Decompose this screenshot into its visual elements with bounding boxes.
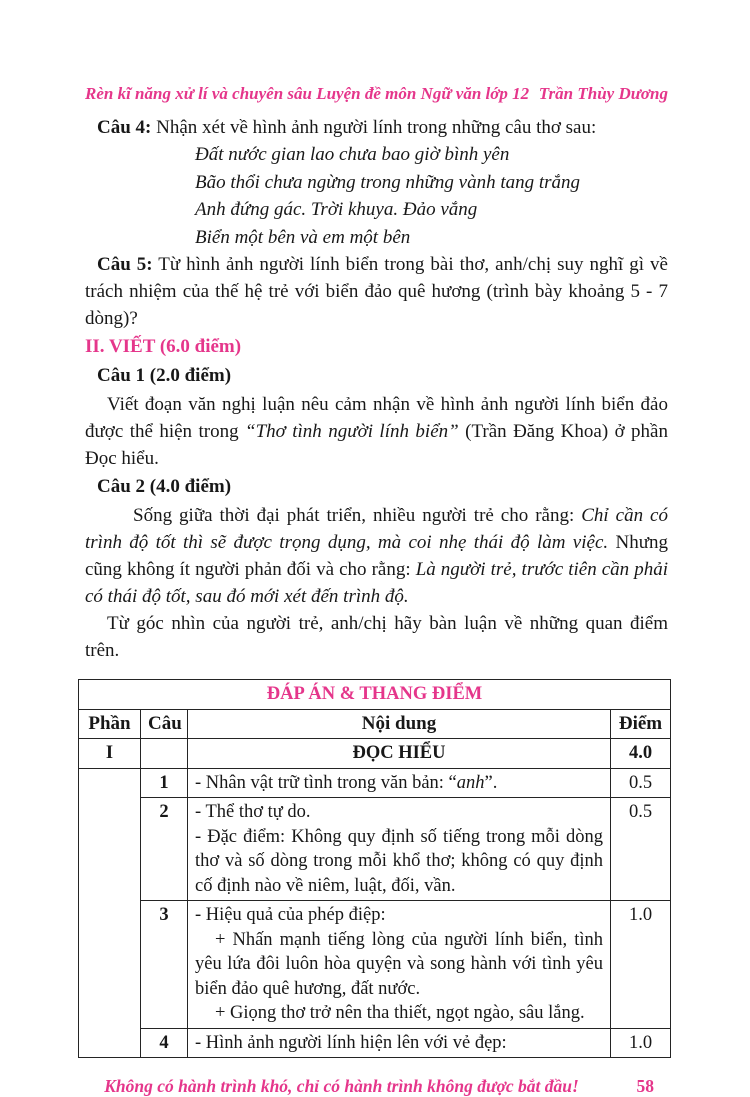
cau-1-poem-title: “Thơ tình người lính biển” [245,421,459,442]
row-3-line: + Giọng thơ trở nên tha thiết, ngọt ngào, sâu lắng. [215,1003,585,1023]
cau-2-label: Câu 2 (4.0 điểm) [97,476,232,497]
poem-line: Bão thổi chưa ngừng trong những vành tang trắng [195,171,581,193]
row-2-line: - Đặc điểm: Không quy định số tiếng trong mỗi dòng thơ và số dòng trong mỗi khổ thơ; không có quy định cố định nào về niêm, luật, đối, vần. [195,826,603,896]
author-name: Trần Thùy Dương [538,84,668,103]
question-5 [85,251,668,332]
cau-1-text-pre: Viết đoạn văn nghị luận nêu cảm nhận về hình ảnh người lính biển đảo được thể hiện trong [85,394,668,442]
row-1-text-italic: anh [456,772,485,793]
row-3-cau: 3 [141,901,188,1029]
poem-quote [195,141,668,251]
question-5-text: Từ hình ảnh người lính biển trong bài thơ, anh/chị suy nghĩ gì về trách nhiệm của thế hệ trẻ với biển đảo quê hương (trình bày khoảng 5 - 7 dòng)? [85,254,668,329]
row-3-score: 1.0 [611,901,671,1029]
question-4 [85,114,668,141]
section-title: ĐỌC HIỂU [188,739,611,769]
poem-line: Đất nước gian lao chưa bao giờ bình yên [195,144,510,165]
question-4-label: Câu 4: [97,117,152,138]
row-2-line: - Thể thơ tự do. [195,802,311,822]
cau-2-paragraph [85,502,668,610]
cau-1-text-post: (Trần Đăng Khoa) ở phần Đọc hiểu. [85,421,668,469]
row-3-line: - Hiệu quả của phép điệp: [195,905,386,925]
row-2-content [188,798,611,901]
page-number: 58 [636,1076,654,1096]
table-row [79,798,671,901]
table-header-row [79,709,671,739]
table-section-row [79,739,671,769]
table-row [79,768,671,798]
cau-2-opinion-2: Là người trẻ, trước tiên cần phải có thái độ tốt, sau đó mới xét đến trình độ. [85,559,668,607]
section-phan: I [79,739,141,769]
table-row [79,901,671,1029]
column-header-cau: Câu [141,709,188,739]
row-4-content [188,1028,611,1058]
cau-2-opinion-1: Chỉ cần có trình độ tốt thì sẽ được trọng dụng, mà coi nhẹ thái độ làm việc. [85,505,668,553]
answer-key-table [78,679,671,1058]
section-cau-empty [141,739,188,769]
row-1-cau: 1 [141,768,188,798]
row-2-score: 0.5 [611,798,671,901]
column-header-phan: Phần [79,709,141,739]
column-header-noidung: Nội dung [188,709,611,739]
cau-2-text-mid: Nhưng cũng không ít người phản đối và cho rằng: [85,532,668,580]
row-3-line: + Nhấn mạnh tiếng lòng của người lính biển, tình yêu lứa đôi luôn hòa quyện và song hành với tình yêu biển đảo quê hương, đất nước. [195,929,603,999]
question-5-label: Câu 5: [97,254,153,275]
page-header [85,84,668,104]
table-row [79,1028,671,1058]
column-header-diem: Điểm [611,709,671,739]
table-title-row [79,680,671,710]
cau-2-closing: Từ góc nhìn của người trẻ, anh/chị hãy bàn luận về những quan điểm trên. [85,613,668,661]
section-2-heading: II. VIẾT (6.0 điểm) [85,336,242,357]
cau-2-text-pre: Sống giữa thời đại phát triển, nhiều người trẻ cho rằng: [133,505,582,526]
row-4-cau: 4 [141,1028,188,1058]
cau-1-label: Câu 1 (2.0 điểm) [97,365,232,386]
phan-merged-empty-cell [79,768,141,1058]
page-footer [85,1076,668,1097]
footer-quote: Không có hành trình khó, chỉ có hành trình không được bắt đầu! [104,1076,579,1096]
row-1-text-post: ”. [484,772,498,793]
book-title: Rèn kĩ năng xử lí và chuyên sâu Luyện đề môn Ngữ văn lớp 12 [85,84,530,103]
table-title: ĐÁP ÁN & THANG ĐIỂM [79,680,671,710]
row-1-score: 0.5 [611,768,671,798]
question-4-text: Nhận xét về hình ảnh người lính trong những câu thơ sau: [151,117,597,138]
cau-1-paragraph [85,391,668,472]
poem-line: Anh đứng gác. Trời khuya. Đảo vắng [195,199,478,220]
row-1-text-pre: - Nhân vật trữ tình trong văn bản: “ [195,772,457,793]
row-3-content [188,901,611,1029]
row-2-cau: 2 [141,798,188,901]
row-4-line: - Hình ảnh người lính hiện lên với vẻ đẹp: [195,1032,507,1053]
row-1-content [188,768,611,798]
poem-line: Biển một bên và em một bên [195,226,411,248]
row-4-score: 1.0 [611,1028,671,1058]
section-score: 4.0 [611,739,671,769]
